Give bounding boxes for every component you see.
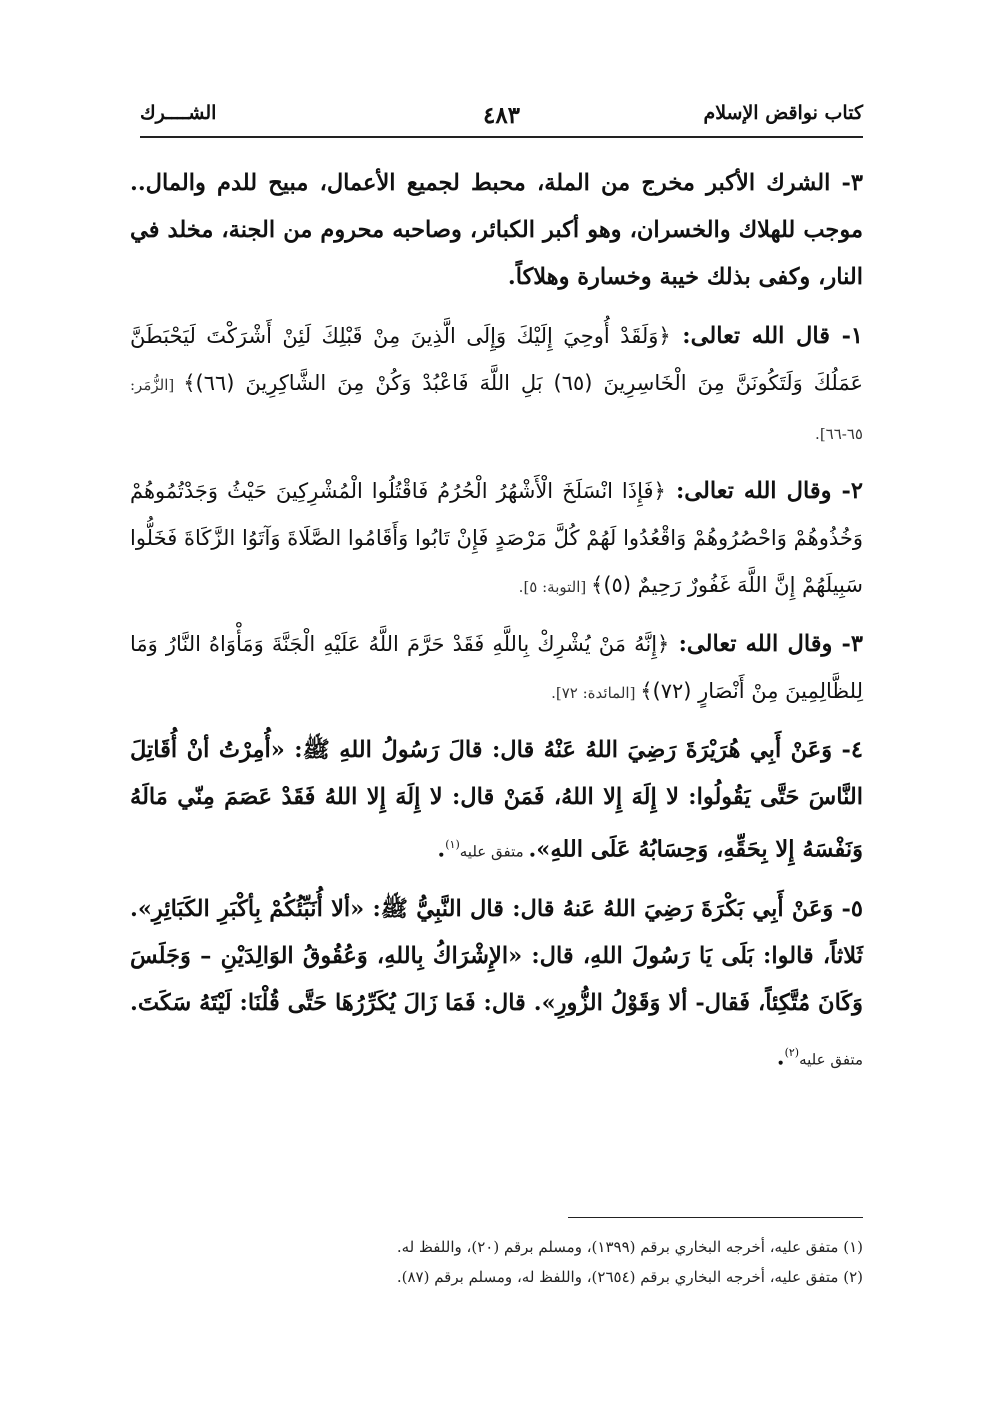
agreed-upon-label: متفق عليه [459,842,529,861]
quran-text: ﴿إِنَّهُ مَنْ يُشْرِكْ بِاللَّهِ فَقَدْ حَرَّمَ اللَّهُ عَلَيْهِ الْجَنَّةَ وَمَأْوَاهُ النَّارُ وَمَا لِلظَّالِمِينَ مِنْ أَنْصَارٍ (٧٢)﴾ [130,632,863,703]
running-header [140,100,863,134]
quran-text: ﴿فَإِذَا انْسَلَخَ الْأَشْهُرُ الْحُرُمُ فَاقْتُلُوا الْمُشْرِكِينَ حَيْثُ وَجَدْتُمُوهُمْ وَخُذُوهُمْ وَاحْصُرُوهُمْ وَاقْعُدُوا لَهُمْ كُلَّ مَرْصَدٍ فَإِنْ تَابُوا وَأَقَامُوا الصَّلَاةَ وَآتَوُا الزَّكَاةَ فَخَلُّوا سَبِيلَهُمْ إِنَّ اللَّهَ غَفُورٌ رَحِيمٌ (٥)﴾ [130,479,863,597]
agreed-upon-label: متفق عليه [799,1050,863,1068]
verse-item-2 [130,468,863,611]
header-rule [140,136,863,138]
intro-paragraph: ٣- الشرك الأكبر مخرج من الملة، محبط لجميع الأعمال، مبيح للدم والمال.. موجب للهلاك والخسران، وهو أكبر الكبائر، وصاحبه محروم من الجنة، مخلد في النار، وكفى بذلك خيبة وخسارة وهلاكاً. [130,170,863,290]
verse-lead: ١- قال الله تعالى: [670,323,864,349]
hadith-text: ٥- وَعَنْ أَبِي بَكْرَةَ رَضِيَ اللهُ عَنهُ قال: قال النَّبِيُّ ﷺ: «ألا أُنَبِّئُكُمْ بِأكْبَرِ الكَبَائِرِ». ثَلاثاً، قالوا: بَلَى يَا رَسُولَ اللهِ، قال: «الإِشْرَاكُ بِاللهِ، وَعُقُوقُ الوَالِدَيْنِ – وَجَلَسَ وَكَانَ مُتَّكِئاً، فَقال- ألا وَقَوْلُ الزُّورِ». قال: فَمَا زَالَ يُكَرِّرُهَا حَتَّى قُلْنَا: لَيْتَهُ سَكَتَ. [130,895,863,1016]
hadith-item-4: ٤- وَعَنْ أَبِي هُرَيْرَةَ رَضِيَ اللهُ عَنْهُ قال: قالَ رَسُولُ اللهِ ﷺ: «أُمِرْتُ أنْ أُقَاتِلَ النَّاسَ حَتَّى يَقُولُوا: لا إِلَهَ إِلا اللهُ، فَمَنْ قال: لا إِلَهَ إِلا اللهُ فَقَدْ عَصَمَ مِنّي مَالَهُ وَنَفْسَهُ إِلا بِحَقِّهِ، وَحِسَابُهُ عَلَى اللهِ». متفق عليه$^{(١)}$. [130,737,863,863]
verse-item-3 [130,621,863,717]
hadith-item-5: ٥- وَعَنْ أَبِي بَكْرَةَ رَضِيَ اللهُ عَنهُ قال: قال النَّبِيُّ ﷺ: «ألا أُنَبِّئُكُمْ بِأكْبَرِ الكَبَائِرِ». ثَلاثاً، قالوا: بَلَى يَا رَسُولَ اللهِ، قال: «الإِشْرَاكُ بِاللهِ، وَعُقُوقُ الوَالِدَيْنِ – وَجَلَسَ وَكَانَ مُتَّكِئاً، فَقال- ألا وَقَوْلُ الزُّورِ». قال: فَمَا زَالَ يُكَرِّرُهَا حَتَّى قُلْنَا: لَيْتَهُ سَكَتَ. متفق عليه$^{(٢)}$. [130,895,863,1070]
quran-text: ﴿وَلَقَدْ أُوحِيَ إِلَيْكَ وَإِلَى الَّذِينَ مِنْ قَبْلِكَ لَئِنْ أَشْرَكْتَ لَيَحْبَطَنَّ عَمَلُكَ وَلَتَكُونَنَّ مِنَ الْخَاسِرِينَ (٦٥) بَلِ اللَّهَ فَاعْبُدْ وَكُنْ مِنَ الشَّاكِرِينَ (٦٦)﴾ [130,324,863,395]
verse-reference: [التوبة: ٥]. [518,578,592,596]
footnotes [140,1232,863,1292]
verse-item-1 [130,313,863,458]
verse-reference: [الزُّمَر: ٦٥-٦٦]. [130,376,863,443]
page-number: ٤٨٣ [482,102,521,129]
footnote-separator [568,1217,863,1218]
book-title: كتاب نواقض الإسلام [703,102,863,124]
footnote-marker[interactable]: (١) [445,838,460,851]
footnote-1: (١) متفق عليه، أخرجه البخاري برقم (١٣٩٩)، ومسلم برقم (٢٠)، واللفظ له. [396,1238,863,1256]
verse-lead: ٣- وقال الله تعالى: [669,631,863,657]
footnote-2: (٢) متفق عليه، أخرجه البخاري برقم (٢٦٥٤)، واللفظ له، ومسلم برقم (٨٧). [396,1268,863,1286]
footnote-marker[interactable]: (٢) [784,1045,800,1059]
chapter-title: الشــــرك [140,102,217,124]
verse-lead: ٢- وقال الله تعالى: [665,478,863,504]
hadith-text: ٤- وَعَنْ أَبِي هُرَيْرَةَ رَضِيَ اللهُ عَنْهُ قال: قالَ رَسُولُ اللهِ ﷺ: «أُمِرْتُ أنْ أُقَاتِلَ النَّاسَ حَتَّى يَقُولُوا: لا إِلَهَ إِلا اللهُ، فَمَنْ قال: لا إِلَهَ إِلا اللهُ فَقَدْ عَصَمَ مِنّي مَالَهُ وَنَفْسَهُ إِلا بِحَقِّهِ، وَحِسَابُهُ عَلَى اللهِ». [130,737,863,863]
page-body [130,160,863,1093]
verse-reference: [المائدة: ٧٢]. [551,684,641,702]
